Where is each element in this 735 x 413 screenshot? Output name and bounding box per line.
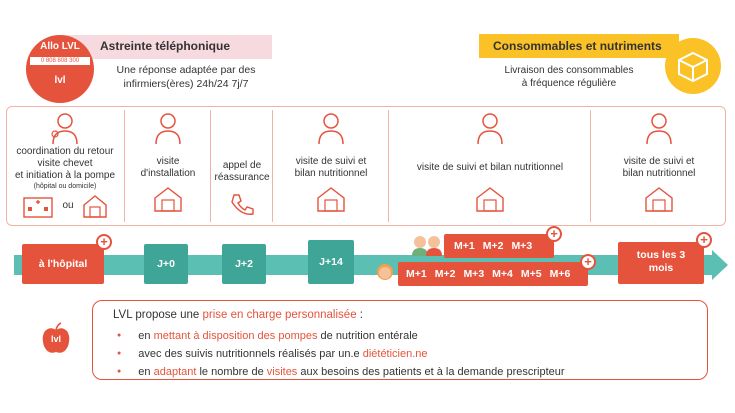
plus-icon: + [96, 234, 112, 250]
allo-lvl-phone: 0 808 808 300 [30, 57, 90, 65]
home-icon [316, 186, 346, 212]
months-row-top [444, 234, 554, 258]
consommables-line-2: à fréquence régulière [521, 78, 617, 89]
timeline-j2: J+2 [222, 244, 266, 284]
offer-bullet-dietitian [117, 346, 565, 364]
month-m1-top: M+1 [454, 240, 475, 252]
nurse-icon [48, 110, 82, 146]
adult-patients-icon [410, 234, 444, 261]
step-reassurance [212, 160, 272, 218]
home-icon [475, 186, 505, 212]
lvl-apple-text: lvl [50, 334, 61, 344]
month-m1-bottom: M+1 [406, 268, 427, 280]
step-1-subnote: (hôpital ou domicile) [33, 183, 97, 190]
consommables-line-1: Livraison des consommables [504, 65, 634, 76]
step-suivi-3 [594, 110, 724, 212]
consommables-description [479, 64, 659, 90]
offer-bullet-pumps [117, 328, 565, 346]
step-3-line-2: réassurance [214, 172, 270, 183]
timeline-j14: J+14 [308, 240, 354, 284]
child-patient-icon [372, 262, 398, 291]
step-coordination [10, 110, 120, 218]
allo-lvl-title: Allo LVL [40, 41, 80, 52]
astreinte-title: Astreinte téléphonique [100, 39, 231, 53]
every-3-months-line-2: mois [648, 262, 674, 274]
astreinte-card [26, 35, 272, 101]
offer-lead-a: LVL propose une [113, 309, 203, 321]
plus-icon: + [580, 254, 596, 270]
b3-a: en [138, 366, 154, 378]
b2-a: avec des suivis nutritionnels réalisés par un.e [138, 348, 363, 360]
astreinte-line-1: Une réponse adaptée par des [116, 64, 256, 76]
step-5-line-1: visite de suivi et bilan nutritionnel [416, 162, 564, 173]
timeline-arrow [712, 250, 728, 280]
timeline-bar [14, 255, 714, 275]
month-m4-bottom: M+4 [492, 268, 513, 280]
step-6-line-2: bilan nutritionnel [622, 168, 696, 179]
home-icon [153, 186, 183, 212]
month-m2-bottom: M+2 [434, 268, 456, 280]
home-icon [644, 186, 674, 212]
offer-bullets [117, 328, 565, 382]
step-suivi-2 [392, 110, 588, 212]
lvl-apple-logo [40, 322, 72, 361]
month-m6-bottom: M+6 [549, 268, 571, 280]
hospital-box: à l'hôpital [22, 244, 104, 284]
step-2-line-2: d'installation [140, 168, 196, 179]
step-divider [388, 110, 389, 222]
step-2-line-1: visite [156, 156, 180, 167]
nurse-icon [642, 110, 676, 146]
nurse-icon [151, 110, 185, 146]
month-m3-bottom: M+3 [463, 268, 485, 280]
every-3-months-line-1: tous les 3 [636, 249, 686, 261]
allo-lvl-badge [26, 35, 94, 103]
nurse-icon [473, 110, 507, 146]
b1-a: en [138, 330, 154, 342]
step-divider [272, 110, 273, 222]
plus-icon: + [546, 226, 562, 242]
astreinte-line-2: infirmiers(ères) 24h/24 7j/7 [123, 78, 249, 90]
delivery-box-icon [665, 38, 721, 94]
step-divider [124, 110, 125, 222]
step-installation [128, 110, 208, 212]
step-1-line-1: coordination du retour [16, 146, 114, 157]
step-1-places [10, 194, 120, 218]
offer-lead [113, 309, 363, 321]
step-4-line-1: visite de suivi et [295, 156, 367, 167]
b1-highlight: mettant à disposition des pompes [153, 330, 318, 342]
timeline-j0: J+0 [144, 244, 188, 284]
offer-lead-highlight: prise en charge personnalisée [202, 309, 357, 321]
allo-lvl-logo: lvl [54, 75, 66, 86]
months-row-bottom [398, 262, 588, 286]
step-divider [590, 110, 591, 222]
step-1-line-2: visite chevet [37, 158, 93, 169]
offer-lead-c: : [356, 309, 363, 321]
b2-highlight: diététicien.ne [362, 348, 428, 360]
b3-highlight-2: visites [266, 366, 298, 378]
step-1-line-3: et initiation à la pompe [14, 170, 116, 181]
nurse-icon [314, 110, 348, 146]
offer-box [92, 300, 708, 380]
step-1-or: ou [62, 200, 74, 211]
consommables-title: Consommables et nutriments [493, 39, 662, 53]
phone-icon [229, 192, 255, 218]
step-4-line-2: bilan nutritionnel [294, 168, 368, 179]
offer-bullet-visits [117, 364, 565, 382]
every-3-months-box [618, 242, 704, 284]
b3-c: le nombre de [196, 366, 267, 378]
b3-e: aux besoins des patients et à la demande prescripteur [297, 366, 565, 378]
step-3-line-1: appel de [222, 160, 262, 171]
step-divider [210, 110, 211, 222]
plus-icon: + [696, 232, 712, 248]
b1-c: de nutrition entérale [317, 330, 418, 342]
month-m5-bottom: M+5 [520, 268, 542, 280]
month-m2-top: M+2 [482, 240, 504, 252]
hospital-icon [22, 194, 54, 218]
step-suivi-1 [276, 110, 386, 212]
month-m3-top: M+3 [511, 240, 533, 252]
consommables-card [479, 34, 733, 98]
astreinte-description [96, 63, 276, 91]
home-icon [82, 194, 108, 218]
b3-highlight-1: adaptant [153, 366, 197, 378]
step-6-line-1: visite de suivi et [623, 156, 695, 167]
